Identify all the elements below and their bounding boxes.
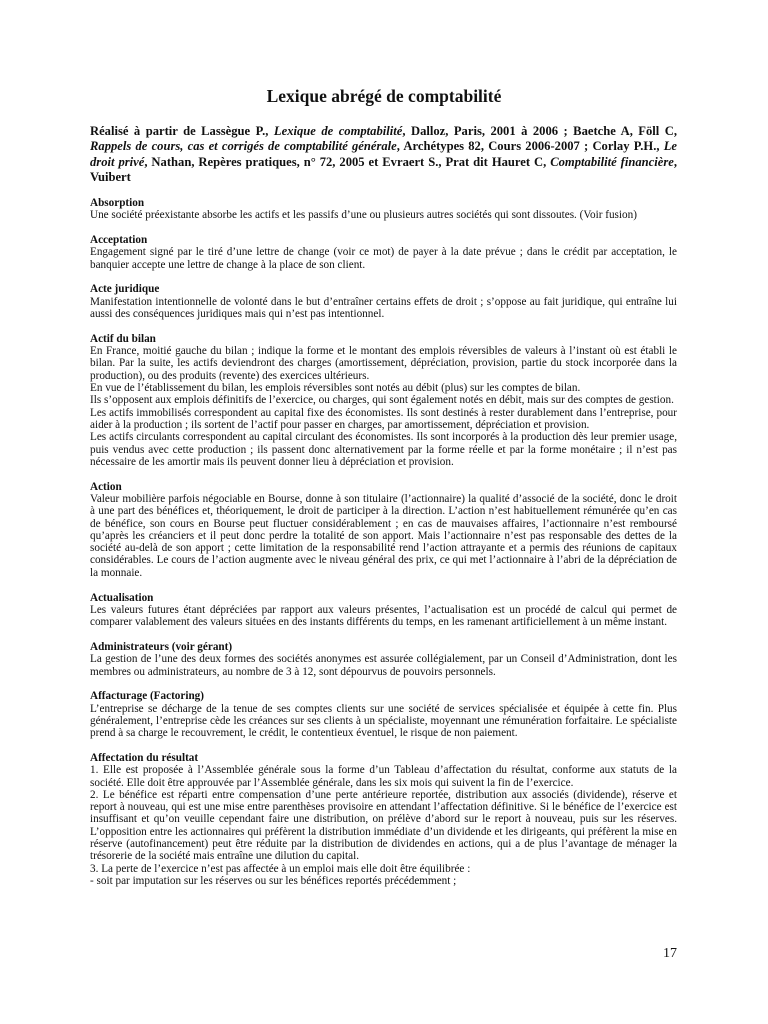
entry-definition: Une société préexistante absorbe les actifs et les passifs d’une ou plusieurs autres sociétés qui sont dissoutes. (Voir fusion) [90,209,637,222]
entry-term: Acte juridique [90,283,160,296]
source-title-2: Rappels de cours, cas et corrigés de comptabilité générale [90,139,397,154]
entry-term: Affectation du résultat [90,751,199,764]
source-suffix: , Vuibert [90,154,677,185]
entry-term: Action [90,480,122,493]
entry-term: Absorption [90,197,145,209]
entry-definition: Manifestation intentionnelle de volonté dans le but d’entraîner certains effets de droit ; s’oppose au fait juridique, qui entraîne lui aussi des conséquences juridiques mais qui n’est pas intentionnel. [90,295,677,321]
source-title-4: Comptabilité financière [550,154,674,169]
entry-definition: 1. Elle est proposée à l’Assemblée générale sous la forme d’un Tableau d’affectation du résultat, conforme aux statuts de la société. Elle doit être approuvée par l’Assemblée générale, dans les six mois qui suivent la fin de l’exercice. [90,764,677,789]
entry-definition: En France, moitié gauche du bilan ; indique la forme et le montant des emplois réversibles de valeurs à l’instant où est établi le bilan. Par la suite, les actifs deviendront des charges (amortissement, dépréciation, provision, partie du stock incorporée dans la production), ou des produits (revente) des exercices ultérieurs. [90,345,677,382]
page-number: 17 [663,946,677,961]
source-mid-2: , Archétypes 82, Cours 2006-2007 ; Corlay P.H., [396,139,664,154]
source-mid-1: , Dalloz, Paris, 2001 à 2006 ; Baetche A, Föll C, [402,124,678,138]
entry-term: Administrateurs (voir gérant) [90,640,233,653]
source-title-3: Le droit privé [90,139,678,169]
source-mid-3: , Nathan, Repères pratiques, n° 72, 2005 et Evraert S., Prat dit Hauret C, [144,154,551,169]
glossary-entry-actualisation [90,592,677,629]
glossary-entry-acte-juridique [90,283,677,320]
entry-term: Acceptation [90,234,148,247]
entry-definition: Valeur mobilière parfois négociable en Bourse, donne à son titulaire (l’actionnaire) la qualité d’associé de la société, donc le droit à une part des bénéfices et, théoriquement, le droit de participer à la direction. L’action n’est habituellement rémunérée qu’en cas de bénéfice, son cours en Bourse peut fluctuer considérablement ; en cas de mauvaises affaires, l’actionnaire n’est remboursé qu’après les créanciers et il peut donc perdre la totalité de son apport. Mais l’actionnaire n’est pas responsable des dettes de la société au-delà de son apport ; cette limitation de la responsabilité rend l’action attrayante et a permis des réunions de capitaux considérables. Le cours de l’action augmente avec le niveau général des prix, ce qui met l’actionnaire à l’abri de la dépréciation de la monnaie. [90,492,677,579]
entry-definition: L’entreprise se décharge de la tenue de ses comptes clients sur une société de services spécialisée et équipée à cette fin. Plus généralement, l’entreprise cède les créances sur ses clients à un spécialiste, moyennant une rémunération forfaitaire. Le spécialiste prend à sa charge le recouvrement, le crédit, le contentieux éventuel, le risque de non paiement. [90,702,677,740]
entry-term: Affacturage (Factoring) [90,690,205,703]
entry-definition: 3. La perte de l’exercice n’est pas affectée à un emploi mais elle doit être équilibrée : [90,862,471,875]
glossary-entry-acceptation [90,234,677,271]
page-title: Lexique abrégé de comptabilité [266,86,502,106]
glossary-entry-affectation-du-resultat [90,752,677,887]
entry-term: Actualisation [90,591,154,604]
entry-definition: Ils s’opposent aux emplois définitifs de l’exercice, ou charges, qui sont également notés en débit, mais sur des comptes de gestion. [90,394,674,407]
entry-term: Actif du bilan [90,332,156,345]
source-title-1: Lexique de comptabilité [273,124,403,138]
entry-definition: Les actifs immobilisés correspondent au capital fixe des économistes. Ils sont destinés à rester durablement dans l’entreprise, pour aider à la production ; ils sortent de l’actif pour passer en charges, par amortissement, dépréciation et provision. [90,406,677,431]
source-reference [90,124,677,186]
glossary-entry-actif-du-bilan [90,333,677,468]
entry-definition: - soit par imputation sur les réserves ou sur les bénéfices reportés précédemment ; [90,874,457,887]
entry-definition: En vue de l’établissement du bilan, les emplois réversibles sont notés au débit (plus) sur les comptes de bilan. [90,382,581,395]
source-prefix: Réalisé à partir de Lassègue P., [90,124,274,138]
entry-definition: Les valeurs futures étant dépréciées par rapport aux valeurs présentes, l’actualisation est un procédé de calcul qui permet de comparer valablement des valeurs situées en des instants différents du temps, en les ramenant artificiellement à un même instant. [90,603,677,629]
entry-definition: Les actifs circulants correspondent au capital circulant des économistes. Ils sont incorporés à la production dès leur premier usage, puis vendus avec cette production ; ils passent donc alternativement par la forme réelle et par la forme monétaire ; il n’est pas nécessaire de les amortir mais ils peuvent donner lieu à dépréciation et provision. [90,431,677,468]
entry-definition: La gestion de l’une des deux formes des sociétés anonymes est assurée collégialement, par un Conseil d’Administration, dont les membres ou administrateurs, au nombre de 3 à 12, sont dépourvus de pouvoirs personnels. [90,653,677,678]
glossary-entry-affacturage [90,690,677,739]
entry-definition: 2. Le bénéfice est réparti entre compensation d’une perte antérieure reportée, distribution aux associés (dividende), réserve et report à nouveau, qui est une mise entre parenthèses provisoire en attendant l’affectation définitive. Si le bénéfice de l’exercice est insuffisant et qu’on veuille cependant faire une distribution, on prélève d’abord sur le report à nouveau, puis sur les réserves. L’opposition entre les actionnaires qui préfèrent la distribution immédiate d’un dividende et les dirigeants, qui préfèrent la mise en réserve (autofinancement) peut être réduite par la distribution de dividendes en actions, qui a de plus l’avantage de ménager la trésorerie de la société mais entraîne une dilution du capital. [90,788,677,863]
entry-definition: Engagement signé par le tiré d’une lettre de change (voir ce mot) de payer à la date prévue ; dans le crédit par acceptation, le banquier accepte une lettre de change à la place de son client. [90,246,677,271]
glossary-entry-administrateurs [90,641,677,678]
glossary-entry-action [90,481,677,579]
glossary-entry-absorption [90,197,677,222]
glossary-entries [90,197,677,900]
